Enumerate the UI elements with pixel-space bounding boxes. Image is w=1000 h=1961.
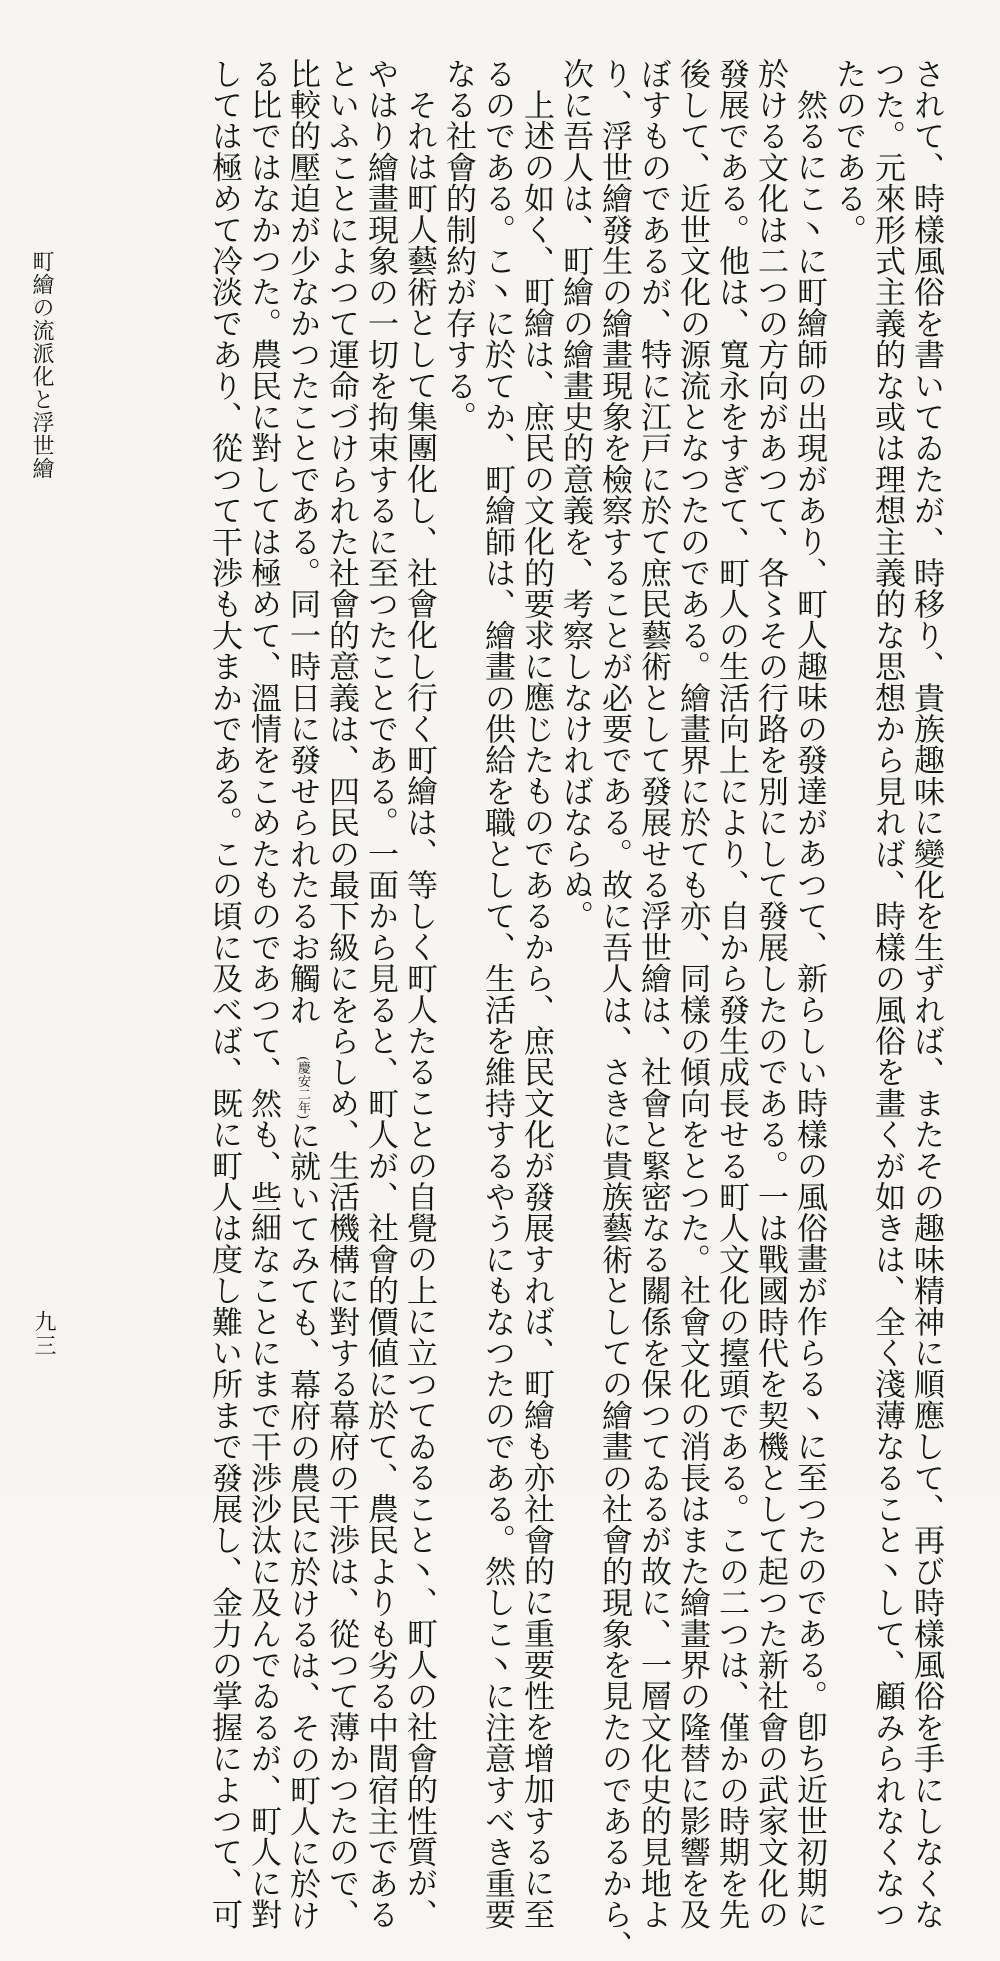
text-line: る比ではなかつた。農民に對しては極めて、溫情をこめたものであつて、然も、些細なことにまで干渉沙汰に及んでゐるが、町人に對 [245, 58, 281, 1930]
paragraph-1 [828, 58, 945, 1930]
text-line: しては極めて冷淡であり、從つて干渉も大まかである。この頃に及べば、既に町人は度し難い所まで發展し、金力の掌握によつて、可 [206, 58, 242, 1930]
text-line: 後して、近世文化の源流となつたのである。繪畫界に於ても亦、同樣の傾向をとつた。社會文化の消長はまた繪畫界の隆替に影響を及 [674, 58, 710, 1930]
text-line: に就いてみても、幕府の農民に於けるは、その町人に於け [284, 1119, 320, 1931]
paragraph-4 [204, 58, 438, 1931]
text-line: 次に吾人は、町繪の繪畫史的意義を、考察しなければならぬ。 [557, 58, 593, 932]
text-line: されて、時樣風俗を書いてゐたが、時移り、貴族趣味に變化を生ずれば、またその趣味精神に順應して、再び時樣風俗を手にしなくな [908, 58, 944, 1930]
text-line: たのである。 [830, 58, 866, 246]
text-line: なる社會的制約が存する。 [440, 58, 476, 433]
text-line: つた。元來形式主義的な或は理想主義的な思想から見れば、時樣の風俗を畫くが如きは、全く淺薄なること丶して、顧みられなくなつ [869, 58, 905, 1930]
inline-note: (慶安二年) [295, 1056, 310, 1120]
text-line: 比較的壓迫が少なかつたことである。同一時日に發せられたるお觸れ [284, 58, 320, 1026]
text-line: 上述の如く、町繪は、庶民の文化的要求に應じたものであるから、庶民文化が發展すれば、町繪も亦社會的に重要性を增加するに至 [518, 89, 554, 1930]
text-line: ぼすものであるが、特に江戸に於て庶民藝術として發展せる浮世繪は、社會と緊密なる關係を保つてゐるが故に、一層文化史的見地よ [635, 58, 671, 1930]
text-line: 然るにこ丶に町繪師の出現があり、町人趣味の發達があつて、新らしい時樣の風俗畫が作らる丶に至つたのである。卽ち近世初期に [791, 89, 827, 1930]
page-number: 九三 [31, 1310, 56, 1358]
text-line: といふことによつて運命づけられた社會的意義は、四民の最下級にをらしめ、生活機構に對する幕府の干渉は、從つて薄かつたので、 [323, 58, 359, 1930]
text-line: それは町人藝術として集團化し、社會化し行く町繪は、等しく町人たることの自覺の上に立つてゐること丶、町人の社會的性質が、 [401, 89, 437, 1930]
text-line: 於ける文化は二つの方向があつて、各〻その行路を別にして發展したのである。一は戰國時代を契機として起つた新社會の武家文化の [752, 58, 788, 1930]
text-line: るのである。こ丶に於てか、町繪師は、繪畫の供給を職として、生活を維持するやうにもなつたのである。然しこ丶に注意すべき重要 [479, 58, 515, 1930]
text-line: 發展である。他は、寬永をすぎて、町人の生活向上により、自から發生成長せる町人文化の擡頭である。この二つは、僅かの時期を先 [713, 58, 749, 1930]
paragraph-3 [438, 58, 555, 1930]
text-line: り、浮世繪發生の繪畫現象を檢察することが必要である。故に吾人は、さきに貴族藝術としての繪畫の社會的現象を見たのであるから、 [596, 58, 632, 1961]
text-line: やはり繪畫現象の一切を拘束するに至つたことである。一面から見ると、町人が、社會的價値に於て、農民よりも劣る中間宿主である [362, 58, 398, 1930]
paragraph-2 [555, 58, 828, 1961]
running-head: 町繪の流派化と浮世繪 [29, 250, 54, 480]
main-text-block [204, 58, 945, 1961]
